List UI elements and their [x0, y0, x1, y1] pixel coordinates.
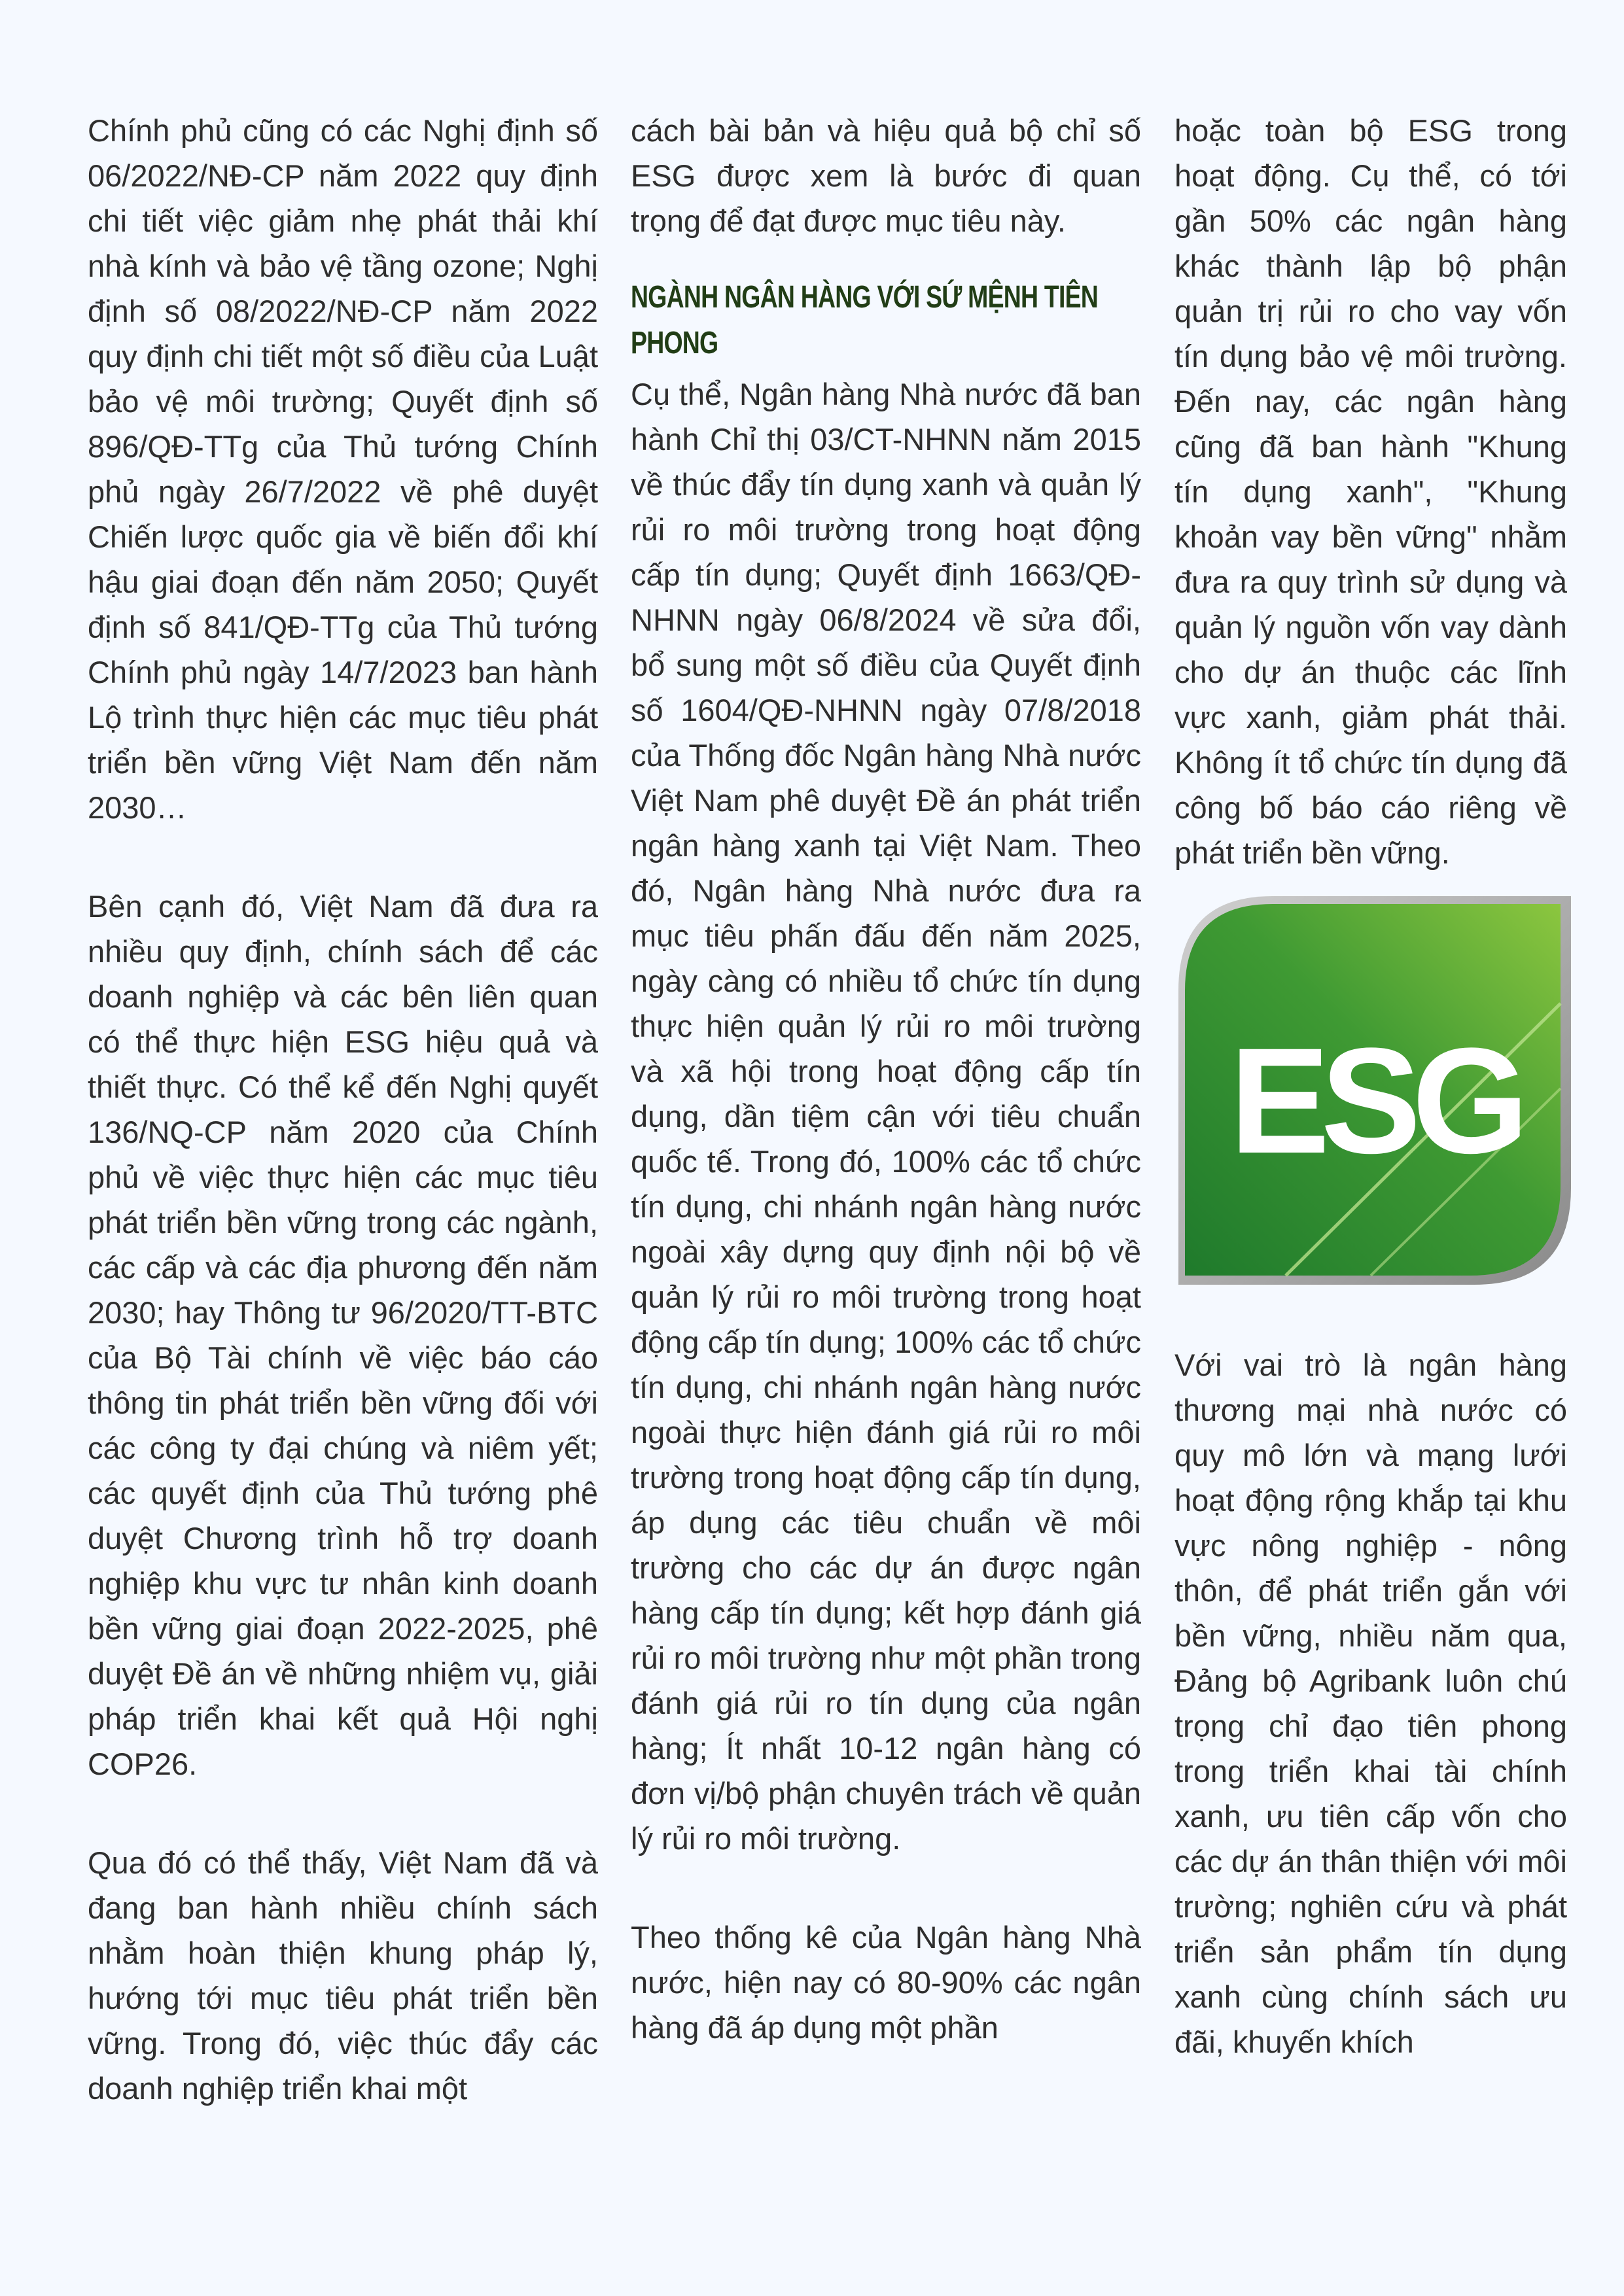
paragraph: Theo thống kê của Ngân hàng Nhà nước, hiện nay có 80-90% các ngân hàng đã áp dụng một phần: [631, 1920, 1141, 2045]
column-2: [631, 108, 1141, 2050]
paragraph: hoặc toàn bộ ESG trong hoạt động. Cụ thể, có tới gần 50% các ngân hàng khác thành lập bộ phận quản trị rủi ro cho vay vốn tín dụng bảo vệ môi trường. Đến nay, các ngân hàng cũng đã ban hành "Khung tín dụng xanh", "Khung khoản vay bền vững" nhằm đưa ra quy trình sử dụng và quản lý nguồn vốn vay dành cho dự án thuộc các lĩnh vực xanh, giảm phát thải. Không ít tổ chức tín dụng đã công bố báo cáo riêng về phát triển bền vững.: [1174, 113, 1567, 870]
paragraph: Với vai trò là ngân hàng thương mại nhà nước có quy mô lớn và mạng lưới hoạt động rộng khắp tại khu vực nông nghiệp - nông thôn, để phát triển gắn với bền vững, nhiều năm qua, Đảng bộ Agribank luôn chú trọng chỉ đạo tiên phong trong triển khai tài chính xanh, ưu tiên cấp vốn cho các dự án thân thiện với môi trường; nghiên cứu và phát triển sản phẩm tín dụng xanh cùng chính sách ưu đãi, khuyến khích: [1174, 1348, 1567, 2059]
section-heading: NGÀNH NGÂN HÀNG VỚI SỨ MỆNH TIÊN PHONG: [631, 280, 1099, 360]
paragraph: Chính phủ cũng có các Nghị định số 06/2022/NĐ-CP năm 2022 quy định chi tiết việc giảm nhẹ phát thải khí nhà kính và bảo vệ tầng ozone; Nghị định số 08/2022/NĐ-CP năm 2022 quy định chi tiết một số điều của Luật bảo vệ môi trường; Quyết định số 896/QĐ-TTg của Thủ tướng Chính phủ ngày 26/7/2022 về phê duyệt Chiến lược quốc gia về biến đổi khí hậu giai đoạn đến năm 2050; Quyết định số 841/QĐ-TTg của Thủ tướng Chính phủ ngày 14/7/2023 ban hành Lộ trình thực hiện các mục tiêu phát triển bền vững Việt Nam đến năm 2030…: [88, 113, 598, 825]
column-3: [1174, 108, 1567, 2064]
esg-logo: [1174, 892, 1575, 1290]
paragraph: Cụ thể, Ngân hàng Nhà nước đã ban hành Chỉ thị 03/CT-NHNN năm 2015 về thúc đẩy tín dụng xanh và quản lý rủi ro môi trường trong hoạt động cấp tín dụng; Quyết định 1663/QĐ-NHNN ngày 06/8/2024 về sửa đổi, bổ sung một số điều của Quyết định số 1604/QĐ-NHNN ngày 07/8/2018 của Thống đốc Ngân hàng Nhà nước Việt Nam phê duyệt Đề án phát triển ngân hàng xanh tại Việt Nam. Theo đó, Ngân hàng Nhà nước đưa ra mục tiêu phấn đấu đến năm 2025, ngày càng có nhiều tổ chức tín dụng thực hiện quản lý rủi ro môi trường và xã hội trong hoạt động cấp tín dụng, dần tiệm cận với tiêu chuẩn quốc tế. Trong đó, 100% các tổ chức tín dụng, chi nhánh ngân hàng nước ngoài xây dựng quy định nội bộ về quản lý rủi ro môi trường trong hoạt động cấp tín dụng; 100% các tổ chức tín dụng, chi nhánh ngân hàng nước ngoài thực hiện đánh giá rủi ro môi trường trong hoạt động cấp tín dụng, áp dụng các tiêu chuẩn về môi trường cho các dự án được ngân hàng cấp tín dụng; kết hợp đánh giá rủi ro môi trường như một phần trong đánh giá rủi ro tín dụng của ngân hàng; Ít nhất 10-12 ngân hàng có đơn vị/bộ phận chuyên trách về quản lý rủi ro môi trường.: [631, 377, 1141, 1856]
column-1: [88, 108, 598, 2111]
paragraph: cách bài bản và hiệu quả bộ chỉ số ESG được xem là bước đi quan trọng để đạt được mục tiêu này.: [631, 113, 1141, 238]
paragraph: Bên cạnh đó, Việt Nam đã đưa ra nhiều quy định, chính sách để các doanh nghiệp và các bên liên quan có thể thực hiện ESG hiệu quả và thiết thực. Có thể kể đến Nghị quyết 136/NQ-CP năm 2020 của Chính phủ về việc thực hiện các mục tiêu phát triển bền vững trong các ngành, các cấp và các địa phương đến năm 2030; hay Thông tư 96/2020/TT-BTC của Bộ Tài chính về việc báo cáo thông tin phát triển bền vững đối với các công ty đại chúng và niêm yết; các quyết định của Thủ tướng phê duyệt Chương trình hỗ trợ doanh nghiệp khu vực tư nhân kinh doanh bền vững giai đoạn 2022-2025, phê duyệt Đề án về những nhiệm vụ, giải pháp triển khai kết quả Hội nghị COP26.: [88, 889, 598, 1781]
svg-text:ESG: ESG: [1229, 1017, 1520, 1185]
paragraph: Qua đó có thể thấy, Việt Nam đã và đang ban hành nhiều chính sách nhằm hoàn thiện khung pháp lý, hướng tới mục tiêu phát triển bền vững. Trong đó, việc thúc đẩy các doanh nghiệp triển khai một: [88, 1845, 598, 2106]
